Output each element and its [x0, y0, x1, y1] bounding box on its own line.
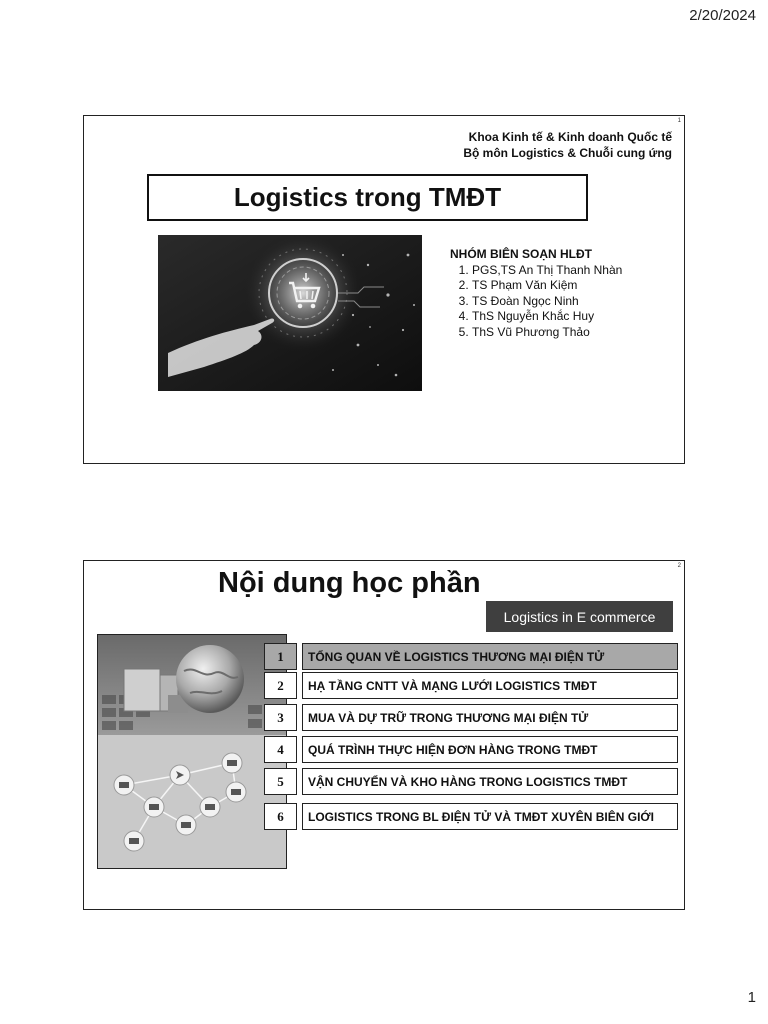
agenda-label: VẬN CHUYỂN VÀ KHO HÀNG TRONG LOGISTICS TMĐT — [302, 768, 678, 795]
agenda-label: QUÁ TRÌNH THỰC HIỆN ĐƠN HÀNG TRONG TMĐT — [302, 736, 678, 763]
course-subtitle-badge: Logistics in E commerce — [486, 601, 673, 632]
agenda-number: 4 — [264, 736, 297, 763]
ecommerce-hand-cart-image — [158, 235, 422, 391]
author-item: 5. ThS Vũ Phương Thảo — [472, 325, 622, 341]
authors-block — [450, 247, 622, 340]
page-number: 1 — [747, 989, 756, 1006]
slide-title: Logistics trong TMĐT — [233, 182, 502, 212]
logistics-illustration — [98, 635, 287, 869]
authors-list — [450, 263, 622, 341]
agenda-label: TỔNG QUAN VỀ LOGISTICS THƯƠNG MẠI ĐIỆN TỬ — [302, 643, 678, 670]
agenda-number: 3 — [264, 704, 297, 731]
faculty-name: Khoa Kinh tế & Kinh doanh Quốc tế — [468, 130, 672, 144]
slide-number: 2 — [677, 563, 681, 569]
author-item: 1. PGS,TS An Thị Thanh Nhàn — [472, 263, 622, 279]
logistics-collage-image — [97, 634, 287, 869]
agenda-number: 1 — [264, 643, 297, 670]
slide-number: 1 — [677, 118, 681, 124]
faculty-header — [463, 129, 672, 161]
agenda-label: HẠ TẦNG CNTT VÀ MẠNG LƯỚI LOGISTICS TMĐT — [302, 672, 678, 699]
author-item: 4. ThS Nguyễn Khắc Huy — [472, 309, 622, 325]
ecommerce-cart-illustration — [158, 235, 422, 391]
department-name: Bộ môn Logistics & Chuỗi cung ứng — [463, 146, 672, 160]
agenda-number: 5 — [264, 768, 297, 795]
agenda-number: 6 — [264, 803, 297, 830]
slide-title-box — [147, 174, 588, 221]
authors-heading: NHÓM BIÊN SOẠN HLĐT — [450, 247, 592, 261]
page-date: 2/20/2024 — [689, 7, 756, 24]
agenda-title: Nội dung học phần — [218, 567, 481, 599]
agenda-number: 2 — [264, 672, 297, 699]
author-item: 2. TS Phạm Văn Kiệm — [472, 278, 622, 294]
agenda-label: MUA VÀ DỰ TRỮ TRONG THƯƠNG MẠI ĐIỆN TỬ — [302, 704, 678, 731]
author-item: 3. TS Đoàn Ngọc Ninh — [472, 294, 622, 310]
agenda-label: LOGISTICS TRONG BL ĐIỆN TỬ VÀ TMĐT XUYÊN BIÊN GIỚI — [302, 803, 678, 830]
slide-2 — [83, 560, 685, 910]
slide-1 — [83, 115, 685, 464]
